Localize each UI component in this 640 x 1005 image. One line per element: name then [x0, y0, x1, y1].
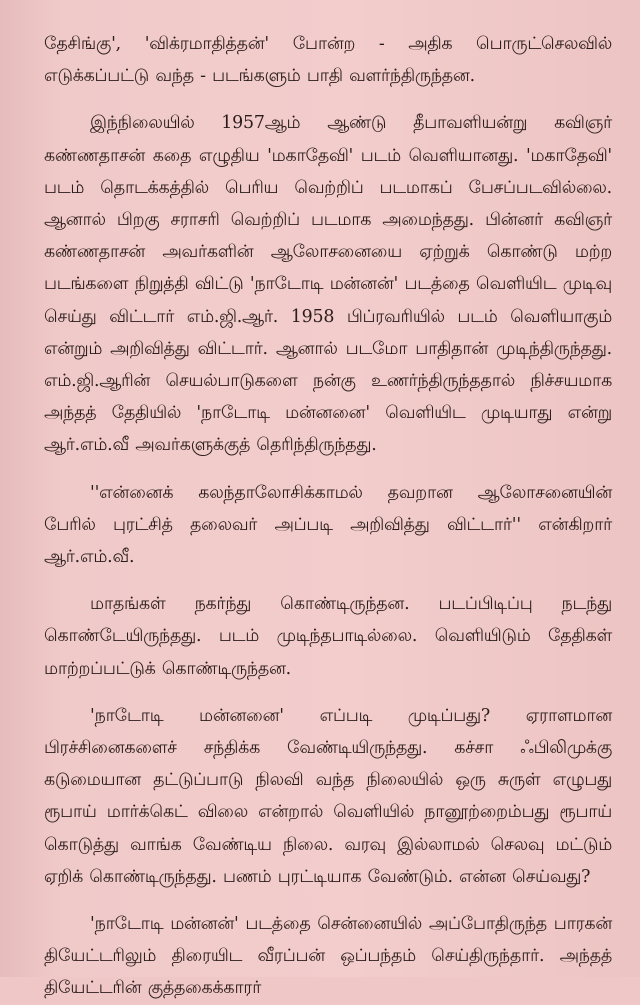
paragraph-4: மாதங்கள் நகர்ந்து கொண்டிருந்தன. படப்பிடிப்பு நடந்து கொண்டேயிருந்தது. படம் முடிந்தபாடில்லை. வெளியிடும் தேதிகள் மாற்றப்பட்டுக் கொண்டிருந்தன. [44, 594, 612, 679]
paragraph-3-quote: ''என்னைக் கலந்தாலோசிக்காமல் தவறான ஆலோசனையின் பேரில் புரட்சித் தலைவர் அப்படி அறிவித்து விட்டார்'' என்கிறார் ஆர்.எம்.வீ. [44, 482, 612, 568]
paragraph-1: தேசிங்கு', 'விக்ரமாதித்தன்' போன்ற - அதிக பொருட்செலவில் எடுக்கப்பட்டு வந்த - படங்களும் பாதி வளர்ந்திருந்தன. [44, 34, 612, 87]
paragraph-6: 'நாடோடி மன்னன்' படத்தை சென்னையில் அப்போதிருந்த பாரகன் தியேட்டரிலும் திரையிட வீரப்பன் ஒப்பந்தம் செய்திருந்தார். அந்தத் தியேட்டரின் குத்தகைக்காரர் [44, 914, 612, 999]
paragraph-5: 'நாடோடி மன்னனை' எப்படி முடிப்பது? ஏராளமான பிரச்சினைகளைச் சந்திக்க வேண்டியிருந்தது. கச்சா ஃபிலிமுக்கு கடுமையான தட்டுப்பாடு நிலவி வந்த நிலையில் ஒரு சுருள் எழுபது ரூபாய் மார்க்கெட் விலை என்றால் வெளியில் நானூற்றைம்பது ரூபாய் கொடுத்து வாங்க வேண்டிய நிலை. வரவு இல்லாமல் செலவு மட்டும் ஏறிக் கொண்டிருந்தது. பணம் புரட்டியாக வேண்டும். என்ன செய்வது? [44, 705, 612, 887]
paragraph-2: இந்நிலையில் 1957ஆம் ஆண்டு தீபாவளியன்று கவிஞர் கண்ணதாசன் கதை எழுதிய 'மகாதேவி' படம் வெளியானது. 'மகாதேவி' படம் தொடக்கத்தில் பெரிய வெற்றிப் படமாகப் பேசப்படவில்லை. ஆனால் பிறகு சராசரி வெற்றிப் படமாக அமைந்தது. பின்னர் கவிஞர் கண்ணதாசன் அவர்களின் ஆலோசனையை ஏற்றுக் கொண்டு மற்ற படங்களை நிறுத்தி விட்டு 'நாடோடி மன்னன்' படத்தை வெளியிட முடிவு செய்து விட்டார் எம்.ஜி.ஆர். 1958 பிப்ரவரியில் படம் வெளியாகும் என்றும் அறிவித்து விட்டார். ஆனால் படமோ பாதிதான் முடிந்திருந்தது. எம்.ஜி.ஆரின் செயல்பாடுகளை நன்கு உணர்ந்திருந்ததால் நிச்சயமாக அந்தத் தேதியில் 'நாடோடி மன்னனை' வெளியிட முடியாது என்று ஆர்.எம்.வீ அவர்களுக்குத் தெரிந்திருந்தது. [44, 113, 612, 456]
